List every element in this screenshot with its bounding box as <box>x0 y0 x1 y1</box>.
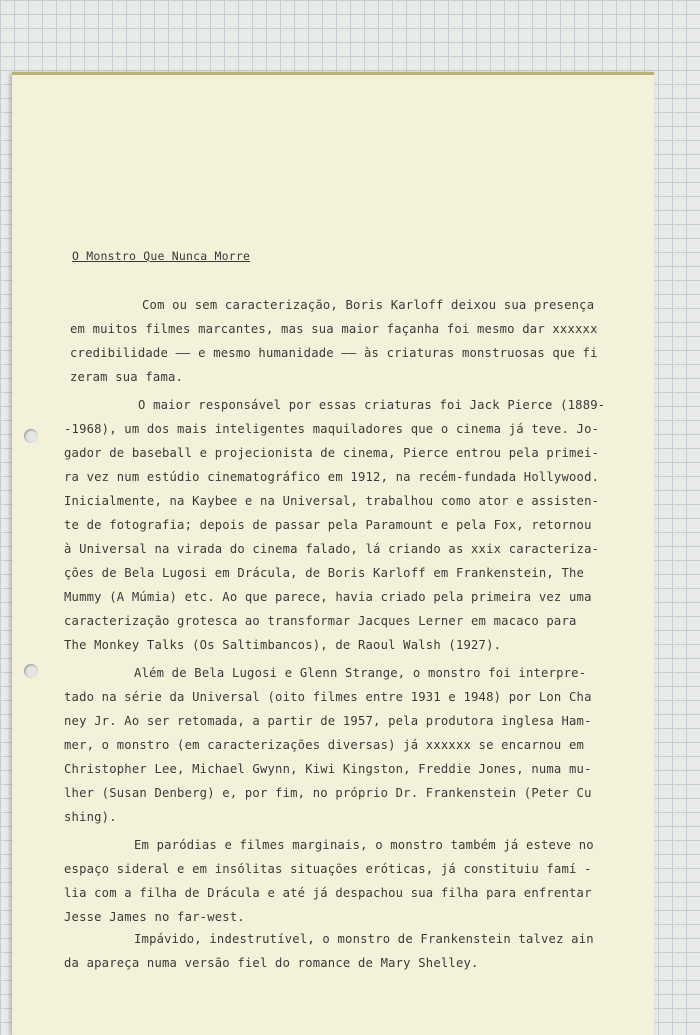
text-line: da apareça numa versão fiel do romance de Mary Shelley. <box>64 956 479 970</box>
text-line: ra vez num estúdio cinematográfico em 1912, na recém-fundada Hollywood. <box>64 470 600 484</box>
text-line: O maior responsável por essas criaturas foi Jack Pierce (1889- <box>138 398 606 412</box>
text-line: espaço sideral e em insólitas situações eróticas, já constituiu famí - <box>64 862 592 876</box>
text-line: -1968), um dos mais inteligentes maquiladores que o cinema já teve. Jo- <box>64 422 600 436</box>
text-line: Em paródias e filmes marginais, o monstro também já esteve no <box>134 838 594 852</box>
text-line: Impávido, indestrutível, o monstro de Frankenstein talvez ain <box>134 932 594 946</box>
text-line: The Monkey Talks (Os Saltimbancos), de Raoul Walsh (1927). <box>64 638 502 652</box>
text-line: lher (Susan Denberg) e, por fim, no próprio Dr. Frankenstein (Peter Cu <box>64 786 592 800</box>
text-line: em muitos filmes marcantes, mas sua maior façanha foi mesmo dar xxxxxx <box>70 322 598 336</box>
text-line: Inicialmente, na Kaybee e na Universal, trabalhou como ator e assisten- <box>64 494 600 508</box>
text-line: shing). <box>64 810 117 824</box>
text-line: caracterização grotesca ao transformar Jacques Lerner em macaco para <box>64 614 577 628</box>
punch-hole <box>24 429 38 443</box>
text-line: credibilidade —— e mesmo humanidade —— às criaturas monstruosas que fi <box>70 346 598 360</box>
text-line: Jesse James no far-west. <box>64 910 245 924</box>
text-line: te de fotografia; depois de passar pela Paramount e pela Fox, retornou <box>64 518 592 532</box>
text-line: Além de Bela Lugosi e Glenn Strange, o monstro foi interpre- <box>134 666 587 680</box>
text-line: Mummy (A Múmia) etc. Ao que parece, havia criado pela primeira vez uma <box>64 590 592 604</box>
text-line: lia com a filha de Drácula e até já despachou sua filha para enfrentar <box>64 886 592 900</box>
text-line: mer, o monstro (em caracterizações diversas) já xxxxxx se encarnou em <box>64 738 585 752</box>
text-line: Christopher Lee, Michael Gwynn, Kiwi Kingston, Freddie Jones, numa mu- <box>64 762 592 776</box>
text-line: ções de Bela Lugosi em Drácula, de Boris Karloff em Frankenstein, The <box>64 566 585 580</box>
document-title: O Monstro Que Nunca Morre <box>72 249 251 263</box>
punch-hole <box>24 664 38 678</box>
text-line: tado na série da Universal (oito filmes entre 1931 e 1948) por Lon Cha <box>64 690 592 704</box>
text-line: gador de baseball e projecionista de cinema, Pierce entrou pela primei- <box>64 446 600 460</box>
text-line: ney Jr. Ao ser retomada, a partir de 1957, pela produtora inglesa Ham- <box>64 714 592 728</box>
text-line: à Universal na virada do cinema falado, lá criando as xxix caracteriza- <box>64 542 600 556</box>
text-line: zeram sua fama. <box>70 370 184 384</box>
text-line: Com ou sem caracterização, Boris Karloff deixou sua presença <box>142 298 595 312</box>
